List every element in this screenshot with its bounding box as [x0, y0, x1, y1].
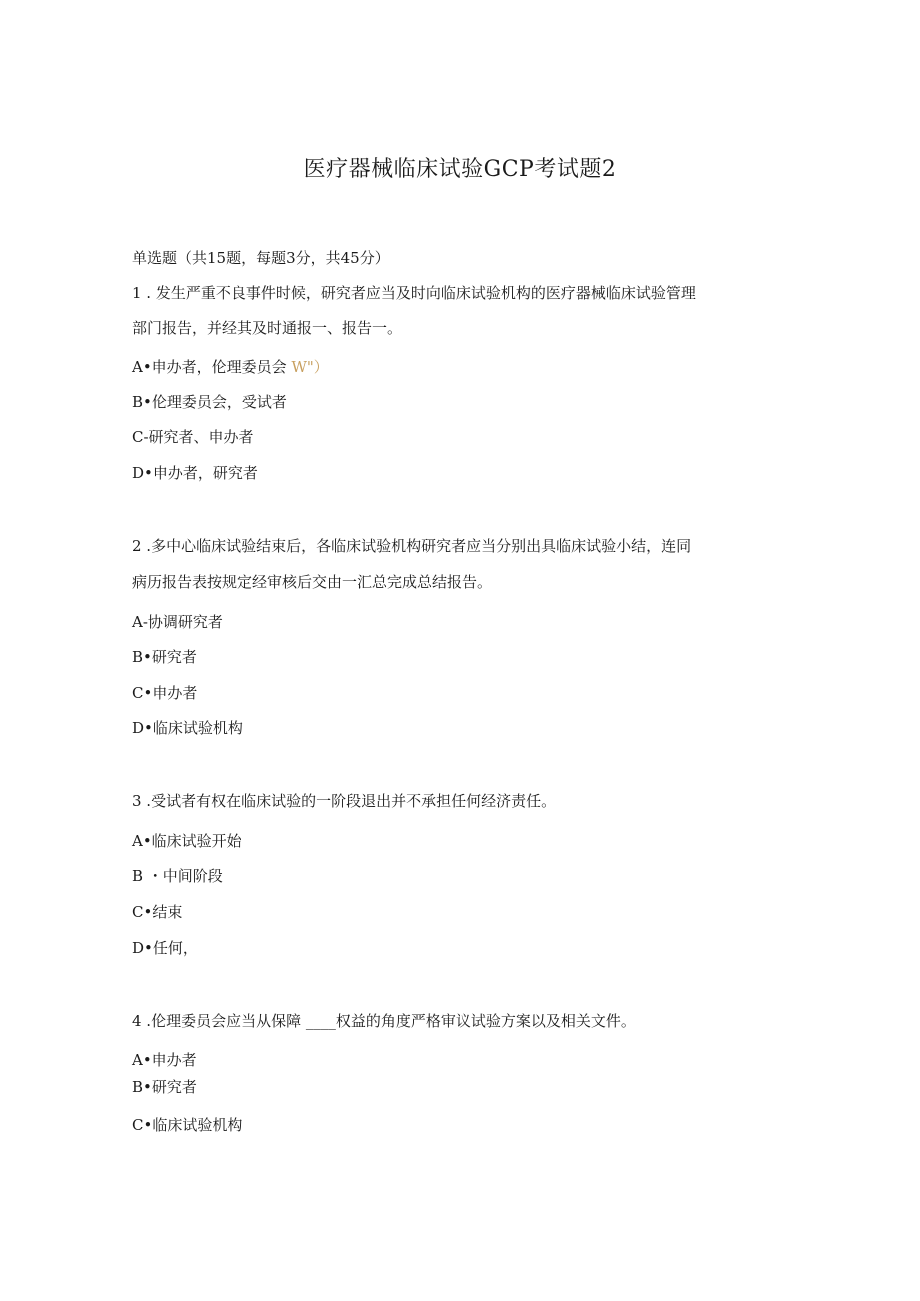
question-1-option-a-text: A•申办者，伦理委员会: [132, 358, 287, 376]
page-title: 医疗器械临床试验GCP考试题2: [303, 157, 617, 182]
question-1-stem-line-2: 部门报告，并经其及时通报一、报告一。: [132, 319, 403, 337]
question-3-option-c: C•结束: [132, 903, 183, 921]
question-4-option-b: B•研究者: [132, 1078, 197, 1096]
question-4-option-a: A•申办者: [132, 1051, 197, 1069]
question-1-option-b: B•伦理委员会，受试者: [132, 393, 287, 411]
question-3-option-a: A•临床试验开始: [132, 832, 242, 850]
question-1-option-a: [132, 357, 329, 377]
question-1-option-d: D•申办者，研究者: [132, 464, 258, 482]
question-4-stem: 4 .伦理委员会应当从保障 ____权益的角度严格审议试验方案以及相关文件。: [132, 1012, 636, 1030]
question-3-option-b: B ・中间阶段: [132, 867, 223, 885]
question-3-option-d: D•任何，: [132, 939, 198, 957]
question-1-option-a-annotation: W"）: [291, 358, 329, 376]
question-1-stem-line-1: 1 . 发生严重不良事件时候，研究者应当及时向临床试验机构的医疗器械临床试验管理: [132, 284, 696, 302]
question-2-stem-line-1: 2 .多中心临床试验结束后，各临床试验机构研究者应当分别出具临床试验小结，连同: [132, 537, 692, 555]
section-header: 单选题（共15题，每题3分，共45分）: [132, 249, 390, 267]
question-1-option-c: C-研究者、申办者: [132, 428, 254, 446]
question-2-option-c: C•申办者: [132, 684, 198, 702]
question-2-option-b: B•研究者: [132, 648, 197, 666]
question-2-option-a: A-协调研究者: [132, 613, 223, 631]
question-2-option-d: D•临床试验机构: [132, 719, 243, 737]
question-4-option-c: C•临床试验机构: [132, 1116, 243, 1134]
question-2-stem-line-2: 病历报告表按规定经审核后交由一汇总完成总结报告。: [132, 573, 493, 591]
question-3-stem: 3 .受试者有权在临床试验的一阶段退出并不承担任何经济责任。: [132, 792, 557, 810]
